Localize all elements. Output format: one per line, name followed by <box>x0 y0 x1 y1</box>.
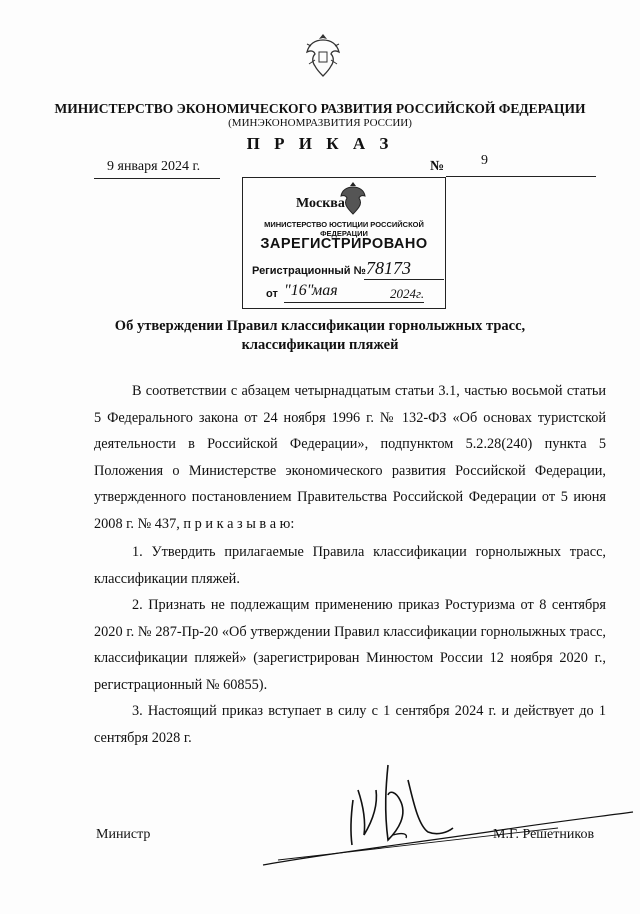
signatory-name: М.Г. Решетников <box>493 827 595 842</box>
order-date: 9 января 2024 г. <box>107 159 201 174</box>
document-type: П Р И К А З <box>246 134 394 153</box>
stamp-emblem-icon <box>338 180 368 216</box>
stamp-date-day: "16" <box>284 282 314 299</box>
stamp-status: ЗАРЕГИСТРИРОВАНО <box>260 236 428 252</box>
order-number-label: № <box>430 159 445 174</box>
stamp-date-month: мая <box>312 282 338 299</box>
stamp-number-underline <box>364 279 444 280</box>
signatory-role: Министр <box>96 827 151 842</box>
stamp-registration-label: Регистрационный № <box>252 265 366 277</box>
stamp-date-year: 2024г. <box>390 286 425 301</box>
stamp-date-prefix: от <box>266 288 278 300</box>
stamp-registration-number: 78173 <box>366 258 411 278</box>
intro-text: В соответствии с абзацем четырнадцатым статьи 3.1, частью восьмой статьи 5 Федерального закона от 24 ноября 1996 г. № 132-ФЗ «Об основах туристской деятельности в Российской Федерации», подпунктом 5.2.28(240) пункта 5 Положения о Министерстве экономического развития Российской Федерации, утвержденного постановлением Правительства Российской Федерации от 5 июня 2008 г. № 437, <box>94 383 606 532</box>
stamp-date-underline <box>284 302 424 303</box>
document-body <box>94 378 606 751</box>
city-name: Москва <box>296 196 345 211</box>
stamp-organization: МИНИСТЕРСТВО ЮСТИЦИИ РОССИЙСКОЙ ФЕДЕРАЦИИ <box>264 220 424 238</box>
intro-paragraph <box>94 378 606 537</box>
document-title-line1: Об утверждении Правил классификации горнолыжных трасс, <box>114 318 526 334</box>
order-item-1: 1. Утвердить прилагаемые Правила классификации горнолыжных трасс, классификации пляжей. <box>94 544 606 587</box>
order-word: п р и к а з ы в а ю: <box>183 515 295 532</box>
ministry-short-name: (МИНЭКОНОМРАЗВИТИЯ РОССИИ) <box>228 117 412 129</box>
handwritten-signature <box>258 760 638 870</box>
coat-of-arms-emblem <box>303 30 343 80</box>
order-item-2: 2. Признать не подлежащим применению приказ Ростуризма от 8 сентября 2020 г. № 287-Пр-20 «Об утверждении Правил классификации горнолыжных трасс, классификации пляжей» (зарегистрирован Минюстом России 12 ноября 2020 г., регистрационный № 60855). <box>94 597 606 693</box>
document-title-line2: классификации пляжей <box>241 337 399 353</box>
number-underline <box>446 176 596 177</box>
order-item-3: 3. Настоящий приказ вступает в силу с 1 сентября 2024 г. и действует до 1 сентября 2028 г. <box>94 703 606 746</box>
order-number: 9 <box>481 153 488 168</box>
date-underline <box>94 178 220 179</box>
ministry-name: МИНИСТЕРСТВО ЭКОНОМИЧЕСКОГО РАЗВИТИЯ РОССИЙСКОЙ ФЕДЕРАЦИИ <box>54 101 586 116</box>
